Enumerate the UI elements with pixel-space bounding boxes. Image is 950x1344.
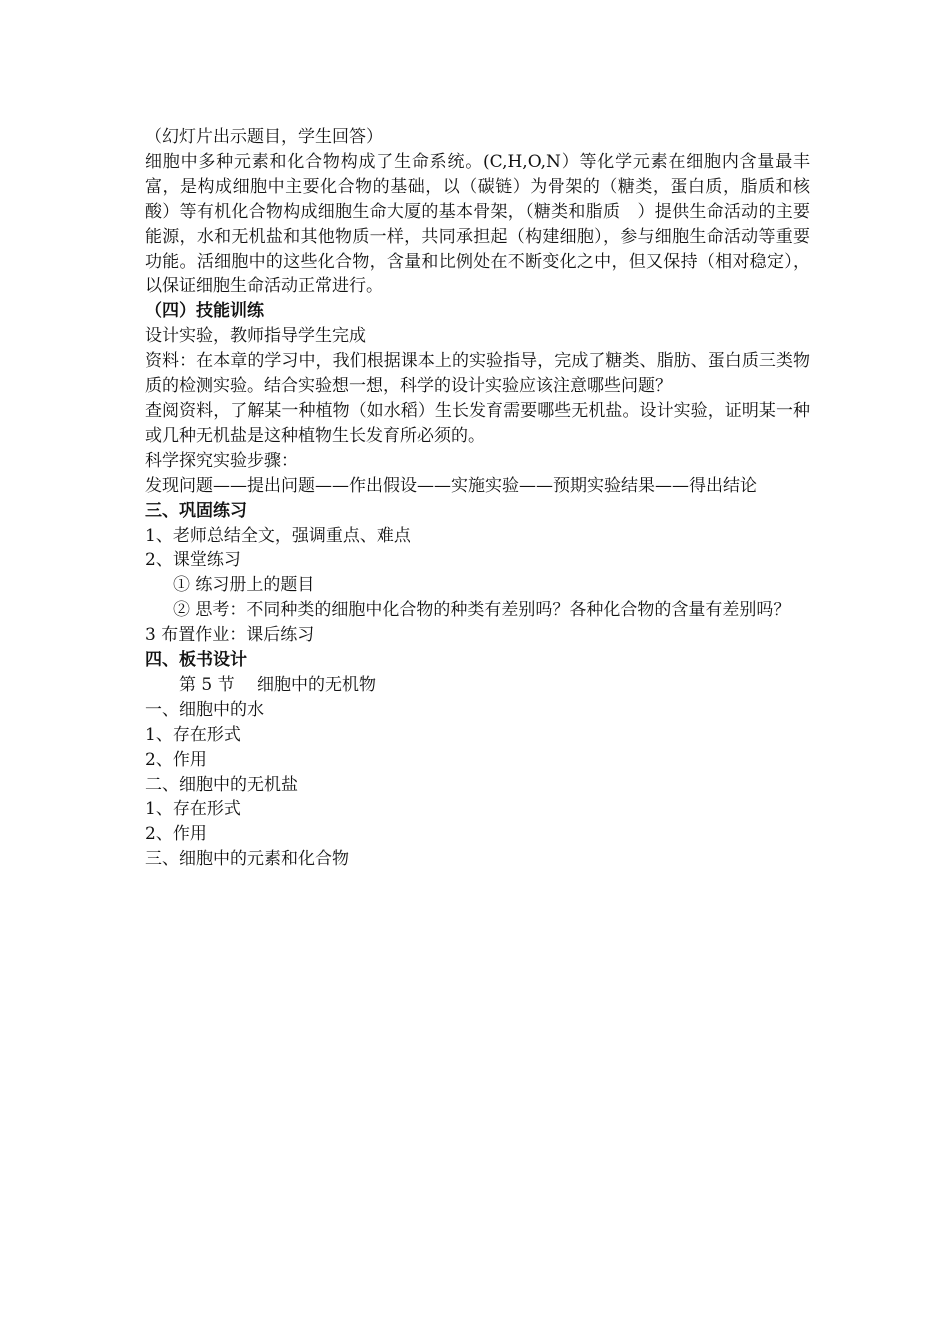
slide-note: （幻灯片出示题目，学生回答） <box>145 127 383 147</box>
document-page <box>145 125 810 872</box>
board-item-salt-function: 2、作用 <box>145 824 207 845</box>
board-item-salt: 二、细胞中的无机盐 <box>145 774 298 795</box>
practice-subitem-2-text: ② 思考：不同种类的细胞中化合物的种类有差别吗？各种化合物的含量有差别吗？ <box>173 600 791 621</box>
section-heading-board-design: 四、板书设计 <box>145 650 247 671</box>
section-heading-skill-training: （四）技能训练 <box>145 301 264 322</box>
section-heading-practice: 三、巩固练习 <box>145 500 247 521</box>
experiment-intro: 设计实验，教师指导学生完成 <box>145 326 366 347</box>
board-item-water-function: 2、作用 <box>145 749 207 770</box>
summary-paragraph: 细胞中多种元素和化合物构成了生命系统。(C,H,O,N）等化学元素在细胞内含量最丰富，是构成细胞中主要化合物的基础，以（碳链）为骨架的（糖类，蛋白质，脂质和核酸）等有机化合物构成细胞生命大厦的基本骨架，（糖类和脂质 ）提供生命活动的主要能源，水和无机盐和其他物质一样，共同承担起（构建细胞），参与细胞生命活动等重要功能。活细胞中的这些化合物，含量和比例处在不断变化之中，但又保持（相对稳定），以保证细胞生命活动正常进行。 <box>145 151 810 297</box>
practice-item-1: 1、老师总结全文，强调重点、难点 <box>145 525 411 546</box>
experiment-steps: 发现问题——提出问题——作出假设——实施实验——预期实验结果——得出结论 <box>145 475 757 496</box>
homework-item: 3 布置作业：课后练习 <box>145 625 315 646</box>
research-paragraph: 查阅资料，了解某一种植物（如水稻）生长发育需要哪些无机盐。设计实验，证明某一种或几种无机盐是这种植物生长发育所必须的。 <box>145 400 810 446</box>
practice-item-2: 2、课堂练习 <box>145 550 241 571</box>
board-item-elements: 三、细胞中的元素和化合物 <box>145 849 349 870</box>
practice-subitem-1: ① 练习册上的题目 <box>173 575 315 596</box>
board-item-water-form: 1、存在形式 <box>145 724 241 745</box>
board-item-water: 一、细胞中的水 <box>145 699 264 720</box>
practice-subitem-2 <box>145 598 810 623</box>
board-title: 第 5 节 细胞中的无机物 <box>179 674 377 695</box>
experiment-steps-label: 科学探究实验步骤： <box>145 450 298 471</box>
board-item-salt-form: 1、存在形式 <box>145 799 241 820</box>
material-paragraph: 资料：在本章的学习中，我们根据课本上的实验指导，完成了糖类、脂肪、蛋白质三类物质的检测实验。结合实验想一想，科学的设计实验应该注意哪些问题？ <box>145 351 810 397</box>
